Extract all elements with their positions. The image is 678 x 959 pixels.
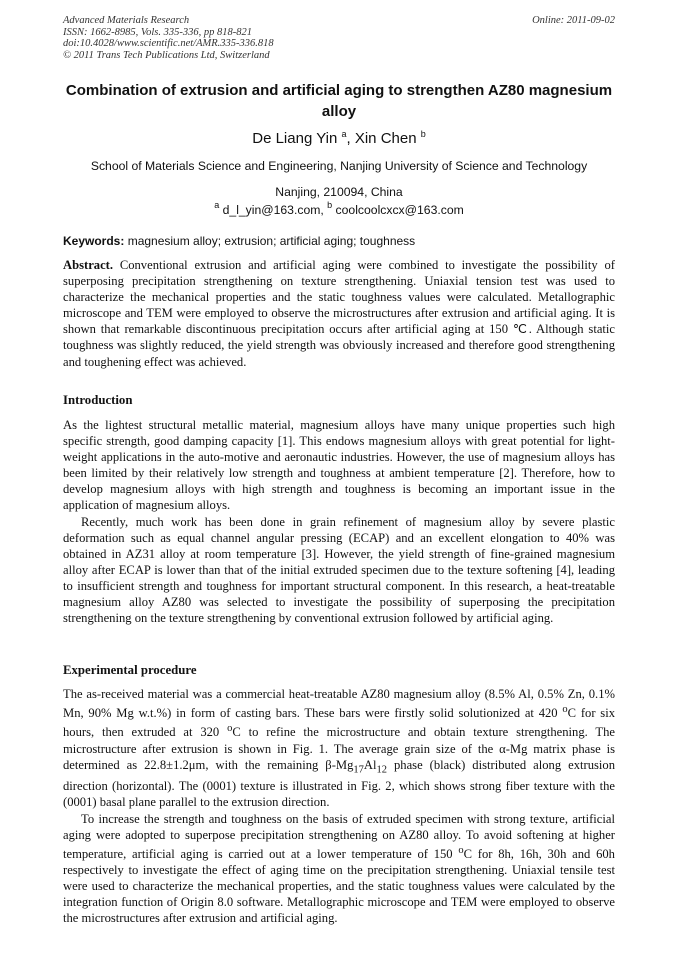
text-run: C for six hours, then extruded at 320 (63, 706, 616, 740)
text-run: phase (black) distributed along extrusion direction (horizontal). The (0001) texture is illustrated in Fig. 2, which shows strong fiber texture with the (0001) basal plane parallel to the extrusion direction. (63, 757, 615, 810)
doi-line: doi:10.4028/www.scientific.net/AMR.335-336.818 (63, 38, 274, 49)
experimental-body (63, 686, 615, 926)
degree-mark: o (562, 704, 568, 716)
degree-mark: o (227, 723, 233, 735)
keywords-text: magnesium alloy; extrusion; artificial aging; toughness (124, 234, 416, 248)
text-run: C for 8h, 16h, 30h and 60h respectively to investigate the effect of aging time on the precipitation strengthening. Uniaxial tensile test were used to characterize the mechanical properties, and the static toughness values were calculated by the integration function of Origin 8.0 software. Metallographic microscope and TEM were employed to observe the microstructures after extrusion and artificial aging. (63, 846, 615, 926)
subscript: 12 (376, 764, 387, 776)
abstract (63, 257, 615, 370)
introduction-body (63, 417, 615, 626)
author-name: De Liang Yin (252, 130, 342, 147)
degree-mark: o (458, 844, 464, 856)
paragraph: As the lightest structural metallic material, magnesium alloys have many unique properties such high specific strength, good damping capacity [1]. This endows magnesium alloys with great potential for light-weight applications in the auto-motive and aeronautic industries. However, the use of magnesium alloys has been limited by their relatively low strength and toughness at ambient temperature [2]. Therefore, how to develop magnesium alloys with high strength and toughness is becoming an important issue in the application of magnesium alloys. (63, 418, 615, 513)
paragraph (63, 811, 615, 927)
copyright-line: © 2011 Trans Tech Publications Ltd, Switzerland (63, 49, 270, 61)
author-affil-mark: b (420, 129, 426, 139)
paragraph: Recently, much work has been done in grain refinement of magnesium alloy by severe plastic deformation such as equal channel angular pressing (ECAP) and an excellent elongation to 40% was obtained in AZ31 alloy at room temperature [3]. However, the yield strength of fine-grained magnesium alloy after ECAP is lower than that of the initial extruded specimen due to the texture softening [4], leading to insufficient strength and toughness for important structural component. In this research, a heat-treatable magnesium alloy AZ80 was selected to investigate the possibility of superposing the precipitation strengthening on the texture strengthening by conventional extrusion followed by artificial aging. (63, 514, 615, 626)
paper-title: Combination of extrusion and artificial aging to strengthen AZ80 magnesium alloy (65, 82, 613, 120)
affiliation-line: School of Materials Science and Engineering, Nanjing University of Science and Technology (90, 159, 588, 173)
paragraph (63, 686, 615, 811)
author-name: Xin Chen (354, 130, 421, 147)
abstract-label: Abstract. (63, 258, 114, 272)
section-heading-introduction: Introduction (63, 393, 133, 407)
journal-header (63, 15, 615, 61)
author-emails (63, 200, 615, 217)
abstract-text: Conventional extrusion and artificial aging were combined to investigate the possibility of superposing precipitation strengthening on texture strengthening. Uniaxial tension test was used to characterize the mechanical properties and the static toughness values were calculated. Metallographic microscope and TEM were employed to observe the microstructures after extrusion and artificial aging. It is shown that remarkable discontinuous precipitation occurs after artificial aging at 150 ℃. Although static toughness was slightly reduced, the yield strength was obviously increased and therefore good strengthening and toughening effect was achieved. (63, 258, 615, 369)
text-run: To increase the strength and toughness on the basis of extruded specimen with strong texture, artificial aging were adopted to superpose precipitation strengthening on AZ80 alloy. To avoid softening at higher temperature, artificial aging is carried out at a lower temperature of 150 (63, 811, 615, 861)
section-heading-experimental: Experimental procedure (63, 663, 197, 677)
email-address: d_l_yin@163.com, (219, 203, 328, 217)
text-run: C to refine the microstructure and obtain texture strengthening. The microstructure after extrusion is shown in Fig. 1. The average grain size of the α-Mg matrix phase is determined as 22.8±1.2μm, with the remaining β-Mg (63, 725, 615, 772)
keywords-label: Keywords: (63, 234, 125, 248)
email-mark: b (327, 200, 333, 210)
journal-name: Advanced Materials Research (63, 15, 190, 26)
author-list (63, 129, 615, 147)
keywords (63, 234, 615, 248)
author-affil-mark: a (341, 129, 347, 139)
issn-line: ISSN: 1662-8985, Vols. 335-336, pp 818-821 (63, 26, 252, 38)
subscript: 17 (353, 764, 364, 776)
author-separator: , (346, 130, 355, 147)
affiliation (63, 153, 615, 205)
affiliation-line: Nanjing, 210094, China (275, 185, 403, 199)
text-run: Al (363, 757, 377, 772)
online-date: Online: 2011-09-02 (532, 15, 615, 26)
email-mark: a (214, 200, 220, 210)
text-run: The as-received material was a commercial heat-treatable AZ80 magnesium alloy (8.5% Al, 0.5% Zn, 0.1% Mn, 90% Mg w.t.%) in form of casting bars. These bars were firstly solid solutionized at 420 (63, 687, 615, 721)
email-address: coolcoolcxcx@163.com (332, 203, 464, 217)
